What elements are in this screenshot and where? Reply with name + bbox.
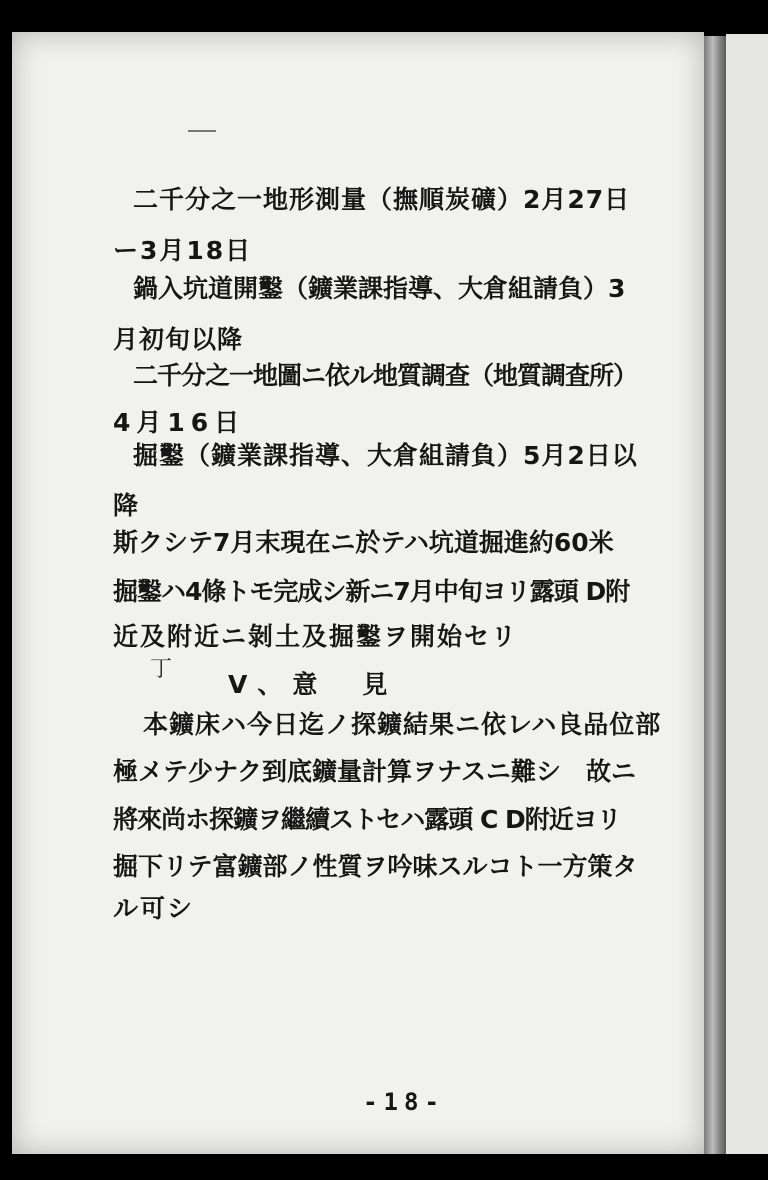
opinion-line-3: 將來尚ホ探鑛ヲ繼續ストセハ露頭 C D附近ヨリ [113, 805, 621, 834]
margin-annotation: 丁 [150, 657, 173, 682]
geology-line-2: 4月16日 [113, 408, 246, 437]
progress-line-2: 掘鑿ハ4條トモ完成シ新ニ7月中旬ヨリ露頭 D附 [113, 577, 630, 606]
progress-line-3: 近及附近ニ剝土及掘鑿ヲ開始セリ [113, 622, 519, 651]
excavation-line-1: 掘鑿（鑛業課指導、大倉組請負）5月2日以 [133, 441, 638, 470]
section-heading: V、意 見 [228, 670, 398, 699]
page-number: -18- [363, 1088, 445, 1116]
opinion-line-1: 本鑛床ハ今日迄ノ探鑛結果ニ依レハ良品位部 [143, 710, 662, 739]
page-binding-edge [704, 36, 726, 1154]
tunnel-line-1: 鍋入坑道開鑿（鑛業課指導、大倉組請負）3 [133, 274, 626, 303]
progress-line-1: 斯クシテ7月末現在ニ於テハ坑道掘進約60米 [113, 528, 614, 557]
opinion-line-5: ル可シ [113, 894, 195, 923]
opinion-line-4: 掘下リテ富鑛部ノ性質ヲ吟味スルコト一方策タ [113, 852, 638, 881]
opinion-line-2: 極メテ少ナク到底鑛量計算ヲナスニ難シ 故ニ [113, 757, 637, 786]
geology-line-1: 二千分之一地圖ニ依ル地質調查（地質調査所） [133, 361, 638, 390]
adjacent-page-strip [726, 34, 768, 1154]
survey-line-1: 二千分之一地形測量（撫順炭礦）2月27日 [133, 185, 631, 214]
stray-mark [188, 130, 216, 132]
tunnel-line-2: 月初旬以降 [113, 325, 244, 354]
excavation-line-2: 降 [113, 491, 139, 520]
survey-line-2: ー3月18日 [113, 236, 253, 265]
